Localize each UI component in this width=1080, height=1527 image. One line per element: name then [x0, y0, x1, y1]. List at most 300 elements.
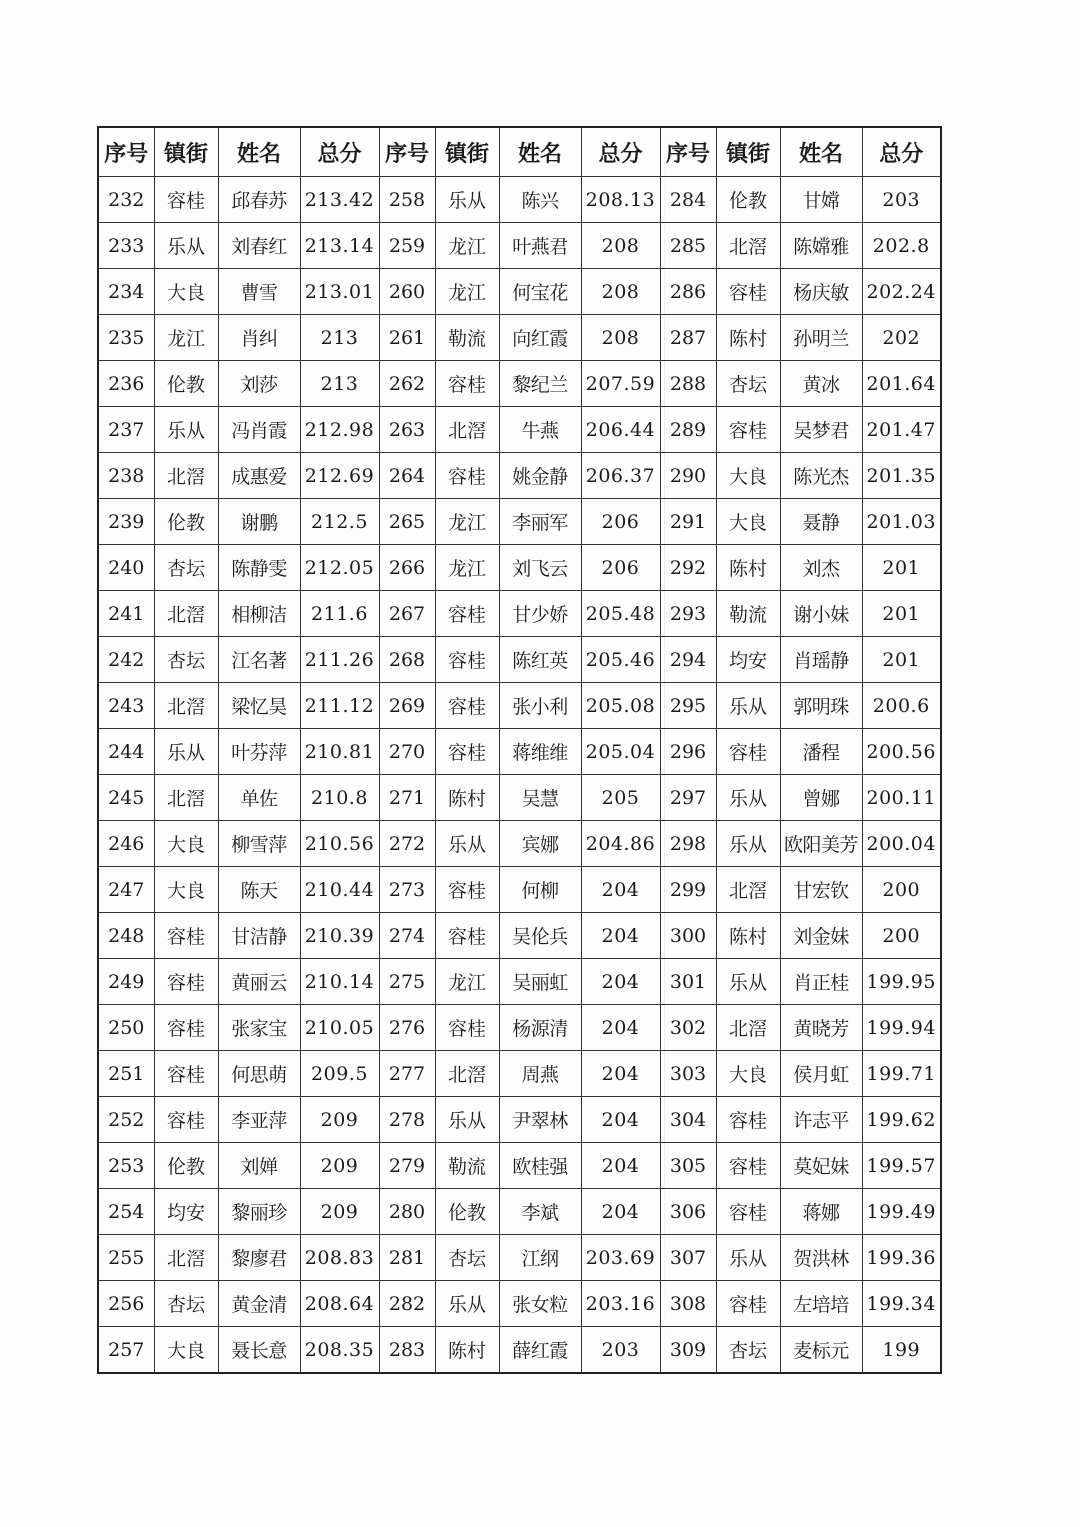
cell-score: 208.13	[581, 177, 660, 223]
cell-name: 姚金静	[499, 453, 581, 499]
cell-town: 乐从	[435, 1097, 499, 1143]
cell-index: 244	[98, 729, 154, 775]
table-header-row	[98, 127, 941, 177]
cell-score: 204	[581, 1189, 660, 1235]
cell-score: 213	[300, 315, 379, 361]
cell-score: 208	[581, 269, 660, 315]
cell-score: 213.01	[300, 269, 379, 315]
cell-name: 黄晓芳	[780, 1005, 862, 1051]
cell-town: 龙江	[154, 315, 218, 361]
cell-index: 239	[98, 499, 154, 545]
cell-name: 甘少娇	[499, 591, 581, 637]
cell-score: 199.71	[862, 1051, 941, 1097]
cell-index: 235	[98, 315, 154, 361]
table-row	[98, 683, 941, 729]
cell-index: 236	[98, 361, 154, 407]
cell-index: 279	[379, 1143, 435, 1189]
cell-name: 叶芬萍	[218, 729, 300, 775]
cell-score: 200.6	[862, 683, 941, 729]
cell-town: 容桂	[435, 913, 499, 959]
cell-town: 乐从	[154, 223, 218, 269]
cell-town: 容桂	[435, 453, 499, 499]
header-name: 姓名	[218, 127, 300, 177]
table-row	[98, 315, 941, 361]
cell-score: 199.94	[862, 1005, 941, 1051]
cell-town: 乐从	[716, 775, 780, 821]
cell-score: 199.62	[862, 1097, 941, 1143]
cell-index: 302	[660, 1005, 716, 1051]
cell-name: 叶燕君	[499, 223, 581, 269]
header-name: 姓名	[780, 127, 862, 177]
cell-index: 300	[660, 913, 716, 959]
cell-town: 北滘	[716, 1005, 780, 1051]
cell-town: 北滘	[154, 1235, 218, 1281]
table-row	[98, 361, 941, 407]
cell-town: 大良	[154, 269, 218, 315]
cell-index: 276	[379, 1005, 435, 1051]
cell-name: 蒋娜	[780, 1189, 862, 1235]
cell-index: 271	[379, 775, 435, 821]
cell-town: 大良	[716, 453, 780, 499]
cell-score: 212.98	[300, 407, 379, 453]
cell-name: 莫妃妹	[780, 1143, 862, 1189]
cell-town: 伦教	[435, 1189, 499, 1235]
cell-town: 北滘	[435, 1051, 499, 1097]
cell-town: 容桂	[716, 1097, 780, 1143]
cell-town: 容桂	[716, 269, 780, 315]
cell-name: 宾娜	[499, 821, 581, 867]
cell-name: 曾娜	[780, 775, 862, 821]
cell-town: 大良	[154, 1327, 218, 1374]
cell-name: 黄金清	[218, 1281, 300, 1327]
cell-score: 209	[300, 1189, 379, 1235]
cell-index: 284	[660, 177, 716, 223]
cell-town: 龙江	[435, 223, 499, 269]
cell-index: 273	[379, 867, 435, 913]
cell-town: 北滘	[435, 407, 499, 453]
cell-name: 张女粒	[499, 1281, 581, 1327]
cell-score: 210.39	[300, 913, 379, 959]
cell-index: 253	[98, 1143, 154, 1189]
cell-score: 213	[300, 361, 379, 407]
cell-score: 201.64	[862, 361, 941, 407]
cell-town: 容桂	[435, 867, 499, 913]
cell-name: 冯肖霞	[218, 407, 300, 453]
table-row	[98, 637, 941, 683]
cell-index: 305	[660, 1143, 716, 1189]
table-row	[98, 177, 941, 223]
cell-town: 北滘	[716, 223, 780, 269]
cell-score: 212.5	[300, 499, 379, 545]
cell-index: 285	[660, 223, 716, 269]
cell-score: 204	[581, 1097, 660, 1143]
cell-name: 孙明兰	[780, 315, 862, 361]
cell-town: 均安	[716, 637, 780, 683]
cell-score: 200.04	[862, 821, 941, 867]
cell-index: 269	[379, 683, 435, 729]
cell-town: 容桂	[716, 1281, 780, 1327]
cell-score: 203.16	[581, 1281, 660, 1327]
cell-name: 牛燕	[499, 407, 581, 453]
cell-index: 248	[98, 913, 154, 959]
cell-town: 大良	[716, 1051, 780, 1097]
cell-index: 249	[98, 959, 154, 1005]
cell-name: 肖正桂	[780, 959, 862, 1005]
cell-score: 212.69	[300, 453, 379, 499]
cell-name: 曹雪	[218, 269, 300, 315]
cell-score: 210.14	[300, 959, 379, 1005]
cell-index: 262	[379, 361, 435, 407]
cell-name: 张家宝	[218, 1005, 300, 1051]
cell-town: 伦教	[154, 361, 218, 407]
cell-score: 212.05	[300, 545, 379, 591]
cell-index: 232	[98, 177, 154, 223]
cell-score: 200	[862, 913, 941, 959]
cell-score: 206	[581, 499, 660, 545]
cell-score: 209	[300, 1143, 379, 1189]
cell-score: 204	[581, 1051, 660, 1097]
cell-index: 288	[660, 361, 716, 407]
cell-index: 233	[98, 223, 154, 269]
cell-index: 299	[660, 867, 716, 913]
cell-town: 容桂	[435, 591, 499, 637]
cell-town: 龙江	[435, 499, 499, 545]
cell-town: 陈村	[716, 545, 780, 591]
cell-name: 李丽军	[499, 499, 581, 545]
table-row	[98, 1327, 941, 1374]
cell-score: 209.5	[300, 1051, 379, 1097]
cell-name: 黄冰	[780, 361, 862, 407]
cell-town: 杏坛	[435, 1235, 499, 1281]
table-row	[98, 453, 941, 499]
table-row	[98, 407, 941, 453]
cell-town: 容桂	[716, 1143, 780, 1189]
cell-name: 周燕	[499, 1051, 581, 1097]
cell-score: 199.57	[862, 1143, 941, 1189]
cell-town: 北滘	[154, 453, 218, 499]
cell-name: 邱春苏	[218, 177, 300, 223]
cell-index: 291	[660, 499, 716, 545]
cell-index: 234	[98, 269, 154, 315]
cell-name: 聂静	[780, 499, 862, 545]
cell-town: 伦教	[154, 1143, 218, 1189]
cell-score: 213.14	[300, 223, 379, 269]
cell-name: 单佐	[218, 775, 300, 821]
cell-town: 均安	[154, 1189, 218, 1235]
cell-index: 286	[660, 269, 716, 315]
cell-town: 容桂	[716, 1189, 780, 1235]
cell-town: 陈村	[435, 1327, 499, 1374]
cell-score: 204	[581, 1143, 660, 1189]
table-row	[98, 1143, 941, 1189]
cell-score: 210.8	[300, 775, 379, 821]
cell-score: 204.86	[581, 821, 660, 867]
cell-name: 麦标元	[780, 1327, 862, 1374]
cell-name: 郭明珠	[780, 683, 862, 729]
cell-score: 202	[862, 315, 941, 361]
cell-index: 243	[98, 683, 154, 729]
cell-score: 208.64	[300, 1281, 379, 1327]
table-body	[98, 177, 941, 1374]
cell-score: 201	[862, 545, 941, 591]
cell-name: 欧桂强	[499, 1143, 581, 1189]
cell-score: 199.95	[862, 959, 941, 1005]
cell-town: 乐从	[435, 177, 499, 223]
cell-score: 202.24	[862, 269, 941, 315]
cell-name: 吴慧	[499, 775, 581, 821]
cell-name: 陈嫦雅	[780, 223, 862, 269]
cell-index: 301	[660, 959, 716, 1005]
cell-score: 204	[581, 867, 660, 913]
cell-score: 210.56	[300, 821, 379, 867]
cell-town: 陈村	[716, 315, 780, 361]
cell-name: 吴伦兵	[499, 913, 581, 959]
cell-name: 相柳洁	[218, 591, 300, 637]
header-score: 总分	[581, 127, 660, 177]
cell-town: 乐从	[435, 1281, 499, 1327]
cell-name: 刘杰	[780, 545, 862, 591]
table-row	[98, 821, 941, 867]
cell-town: 龙江	[435, 959, 499, 1005]
cell-index: 260	[379, 269, 435, 315]
cell-score: 201.35	[862, 453, 941, 499]
cell-name: 刘婵	[218, 1143, 300, 1189]
table-row	[98, 1051, 941, 1097]
cell-town: 乐从	[716, 683, 780, 729]
cell-town: 容桂	[435, 683, 499, 729]
cell-score: 210.44	[300, 867, 379, 913]
header-town: 镇街	[435, 127, 499, 177]
cell-index: 238	[98, 453, 154, 499]
cell-index: 292	[660, 545, 716, 591]
cell-index: 281	[379, 1235, 435, 1281]
cell-town: 大良	[154, 821, 218, 867]
cell-index: 274	[379, 913, 435, 959]
cell-score: 201.47	[862, 407, 941, 453]
cell-score: 203	[581, 1327, 660, 1374]
cell-score: 205.46	[581, 637, 660, 683]
cell-town: 勒流	[435, 315, 499, 361]
cell-name: 蒋维维	[499, 729, 581, 775]
cell-name: 谢鹏	[218, 499, 300, 545]
cell-town: 陈村	[716, 913, 780, 959]
cell-name: 向红霞	[499, 315, 581, 361]
cell-town: 乐从	[716, 1235, 780, 1281]
cell-town: 容桂	[154, 1051, 218, 1097]
header-score: 总分	[300, 127, 379, 177]
cell-score: 208	[581, 223, 660, 269]
cell-name: 谢小妹	[780, 591, 862, 637]
cell-score: 204	[581, 913, 660, 959]
cell-name: 杨源清	[499, 1005, 581, 1051]
cell-index: 275	[379, 959, 435, 1005]
cell-index: 261	[379, 315, 435, 361]
cell-name: 黎丽珍	[218, 1189, 300, 1235]
cell-town: 陈村	[435, 775, 499, 821]
cell-name: 吴丽虹	[499, 959, 581, 1005]
cell-name: 刘春红	[218, 223, 300, 269]
cell-score: 199.34	[862, 1281, 941, 1327]
cell-name: 李亚萍	[218, 1097, 300, 1143]
cell-index: 270	[379, 729, 435, 775]
cell-index: 307	[660, 1235, 716, 1281]
cell-score: 203	[862, 177, 941, 223]
cell-town: 杏坛	[716, 1327, 780, 1374]
cell-score: 201	[862, 637, 941, 683]
cell-index: 241	[98, 591, 154, 637]
cell-score: 203.69	[581, 1235, 660, 1281]
cell-index: 309	[660, 1327, 716, 1374]
cell-index: 245	[98, 775, 154, 821]
cell-name: 许志平	[780, 1097, 862, 1143]
cell-name: 柳雪萍	[218, 821, 300, 867]
cell-town: 乐从	[435, 821, 499, 867]
cell-name: 贺洪林	[780, 1235, 862, 1281]
cell-town: 容桂	[154, 177, 218, 223]
cell-name: 陈静雯	[218, 545, 300, 591]
cell-name: 陈红英	[499, 637, 581, 683]
cell-name: 黎纪兰	[499, 361, 581, 407]
cell-index: 295	[660, 683, 716, 729]
cell-index: 304	[660, 1097, 716, 1143]
cell-town: 伦教	[154, 499, 218, 545]
table-row	[98, 1189, 941, 1235]
cell-town: 北滘	[154, 591, 218, 637]
cell-index: 257	[98, 1327, 154, 1374]
cell-name: 江纲	[499, 1235, 581, 1281]
cell-town: 容桂	[435, 637, 499, 683]
cell-town: 大良	[716, 499, 780, 545]
cell-town: 杏坛	[716, 361, 780, 407]
cell-index: 242	[98, 637, 154, 683]
cell-score: 199.36	[862, 1235, 941, 1281]
cell-index: 308	[660, 1281, 716, 1327]
cell-index: 294	[660, 637, 716, 683]
cell-index: 296	[660, 729, 716, 775]
cell-index: 278	[379, 1097, 435, 1143]
cell-name: 黎廖君	[218, 1235, 300, 1281]
cell-name: 甘洁静	[218, 913, 300, 959]
cell-name: 陈天	[218, 867, 300, 913]
cell-index: 297	[660, 775, 716, 821]
cell-name: 刘莎	[218, 361, 300, 407]
table-row	[98, 959, 941, 1005]
cell-name: 江名著	[218, 637, 300, 683]
cell-score: 209	[300, 1097, 379, 1143]
cell-name: 左培培	[780, 1281, 862, 1327]
cell-name: 张小利	[499, 683, 581, 729]
cell-index: 265	[379, 499, 435, 545]
cell-index: 267	[379, 591, 435, 637]
cell-index: 303	[660, 1051, 716, 1097]
cell-index: 289	[660, 407, 716, 453]
cell-name: 尹翠林	[499, 1097, 581, 1143]
cell-score: 210.05	[300, 1005, 379, 1051]
cell-score: 206	[581, 545, 660, 591]
cell-score: 205.48	[581, 591, 660, 637]
cell-index: 306	[660, 1189, 716, 1235]
cell-town: 乐从	[716, 959, 780, 1005]
cell-score: 211.12	[300, 683, 379, 729]
cell-score: 211.6	[300, 591, 379, 637]
cell-name: 潘程	[780, 729, 862, 775]
cell-name: 梁忆昊	[218, 683, 300, 729]
cell-town: 容桂	[154, 1097, 218, 1143]
cell-town: 龙江	[435, 269, 499, 315]
cell-town: 龙江	[435, 545, 499, 591]
cell-name: 陈光杰	[780, 453, 862, 499]
cell-name: 陈兴	[499, 177, 581, 223]
cell-name: 杨庆敏	[780, 269, 862, 315]
cell-name: 甘嫦	[780, 177, 862, 223]
header-index: 序号	[379, 127, 435, 177]
cell-score: 200.56	[862, 729, 941, 775]
cell-score: 201.03	[862, 499, 941, 545]
table-row	[98, 1235, 941, 1281]
cell-index: 256	[98, 1281, 154, 1327]
cell-index: 237	[98, 407, 154, 453]
cell-name: 侯月虹	[780, 1051, 862, 1097]
cell-score: 208	[581, 315, 660, 361]
cell-name: 吴梦君	[780, 407, 862, 453]
cell-index: 264	[379, 453, 435, 499]
table-row	[98, 1097, 941, 1143]
cell-score: 199.49	[862, 1189, 941, 1235]
cell-score: 204	[581, 1005, 660, 1051]
cell-score: 208.35	[300, 1327, 379, 1374]
cell-name: 薛红霞	[499, 1327, 581, 1374]
cell-town: 容桂	[435, 1005, 499, 1051]
cell-index: 251	[98, 1051, 154, 1097]
cell-town: 北滘	[154, 683, 218, 729]
cell-name: 肖纠	[218, 315, 300, 361]
cell-town: 容桂	[435, 361, 499, 407]
table-row	[98, 269, 941, 315]
header-town: 镇街	[716, 127, 780, 177]
cell-score: 210.81	[300, 729, 379, 775]
cell-score: 202.8	[862, 223, 941, 269]
cell-name: 甘宏钦	[780, 867, 862, 913]
table-row	[98, 913, 941, 959]
cell-town: 容桂	[154, 913, 218, 959]
cell-score: 206.44	[581, 407, 660, 453]
cell-name: 欧阳美芳	[780, 821, 862, 867]
cell-score: 200	[862, 867, 941, 913]
header-town: 镇街	[154, 127, 218, 177]
cell-index: 252	[98, 1097, 154, 1143]
cell-score: 201	[862, 591, 941, 637]
cell-index: 250	[98, 1005, 154, 1051]
table-row	[98, 499, 941, 545]
cell-index: 290	[660, 453, 716, 499]
table-row	[98, 545, 941, 591]
cell-name: 李斌	[499, 1189, 581, 1235]
cell-index: 258	[379, 177, 435, 223]
cell-name: 黄丽云	[218, 959, 300, 1005]
cell-score: 211.26	[300, 637, 379, 683]
cell-town: 北滘	[154, 775, 218, 821]
cell-index: 240	[98, 545, 154, 591]
cell-index: 277	[379, 1051, 435, 1097]
cell-town: 容桂	[154, 1005, 218, 1051]
cell-score: 207.59	[581, 361, 660, 407]
cell-town: 乐从	[154, 729, 218, 775]
cell-index: 259	[379, 223, 435, 269]
header-name: 姓名	[499, 127, 581, 177]
cell-index: 298	[660, 821, 716, 867]
cell-town: 北滘	[716, 867, 780, 913]
table-row	[98, 591, 941, 637]
